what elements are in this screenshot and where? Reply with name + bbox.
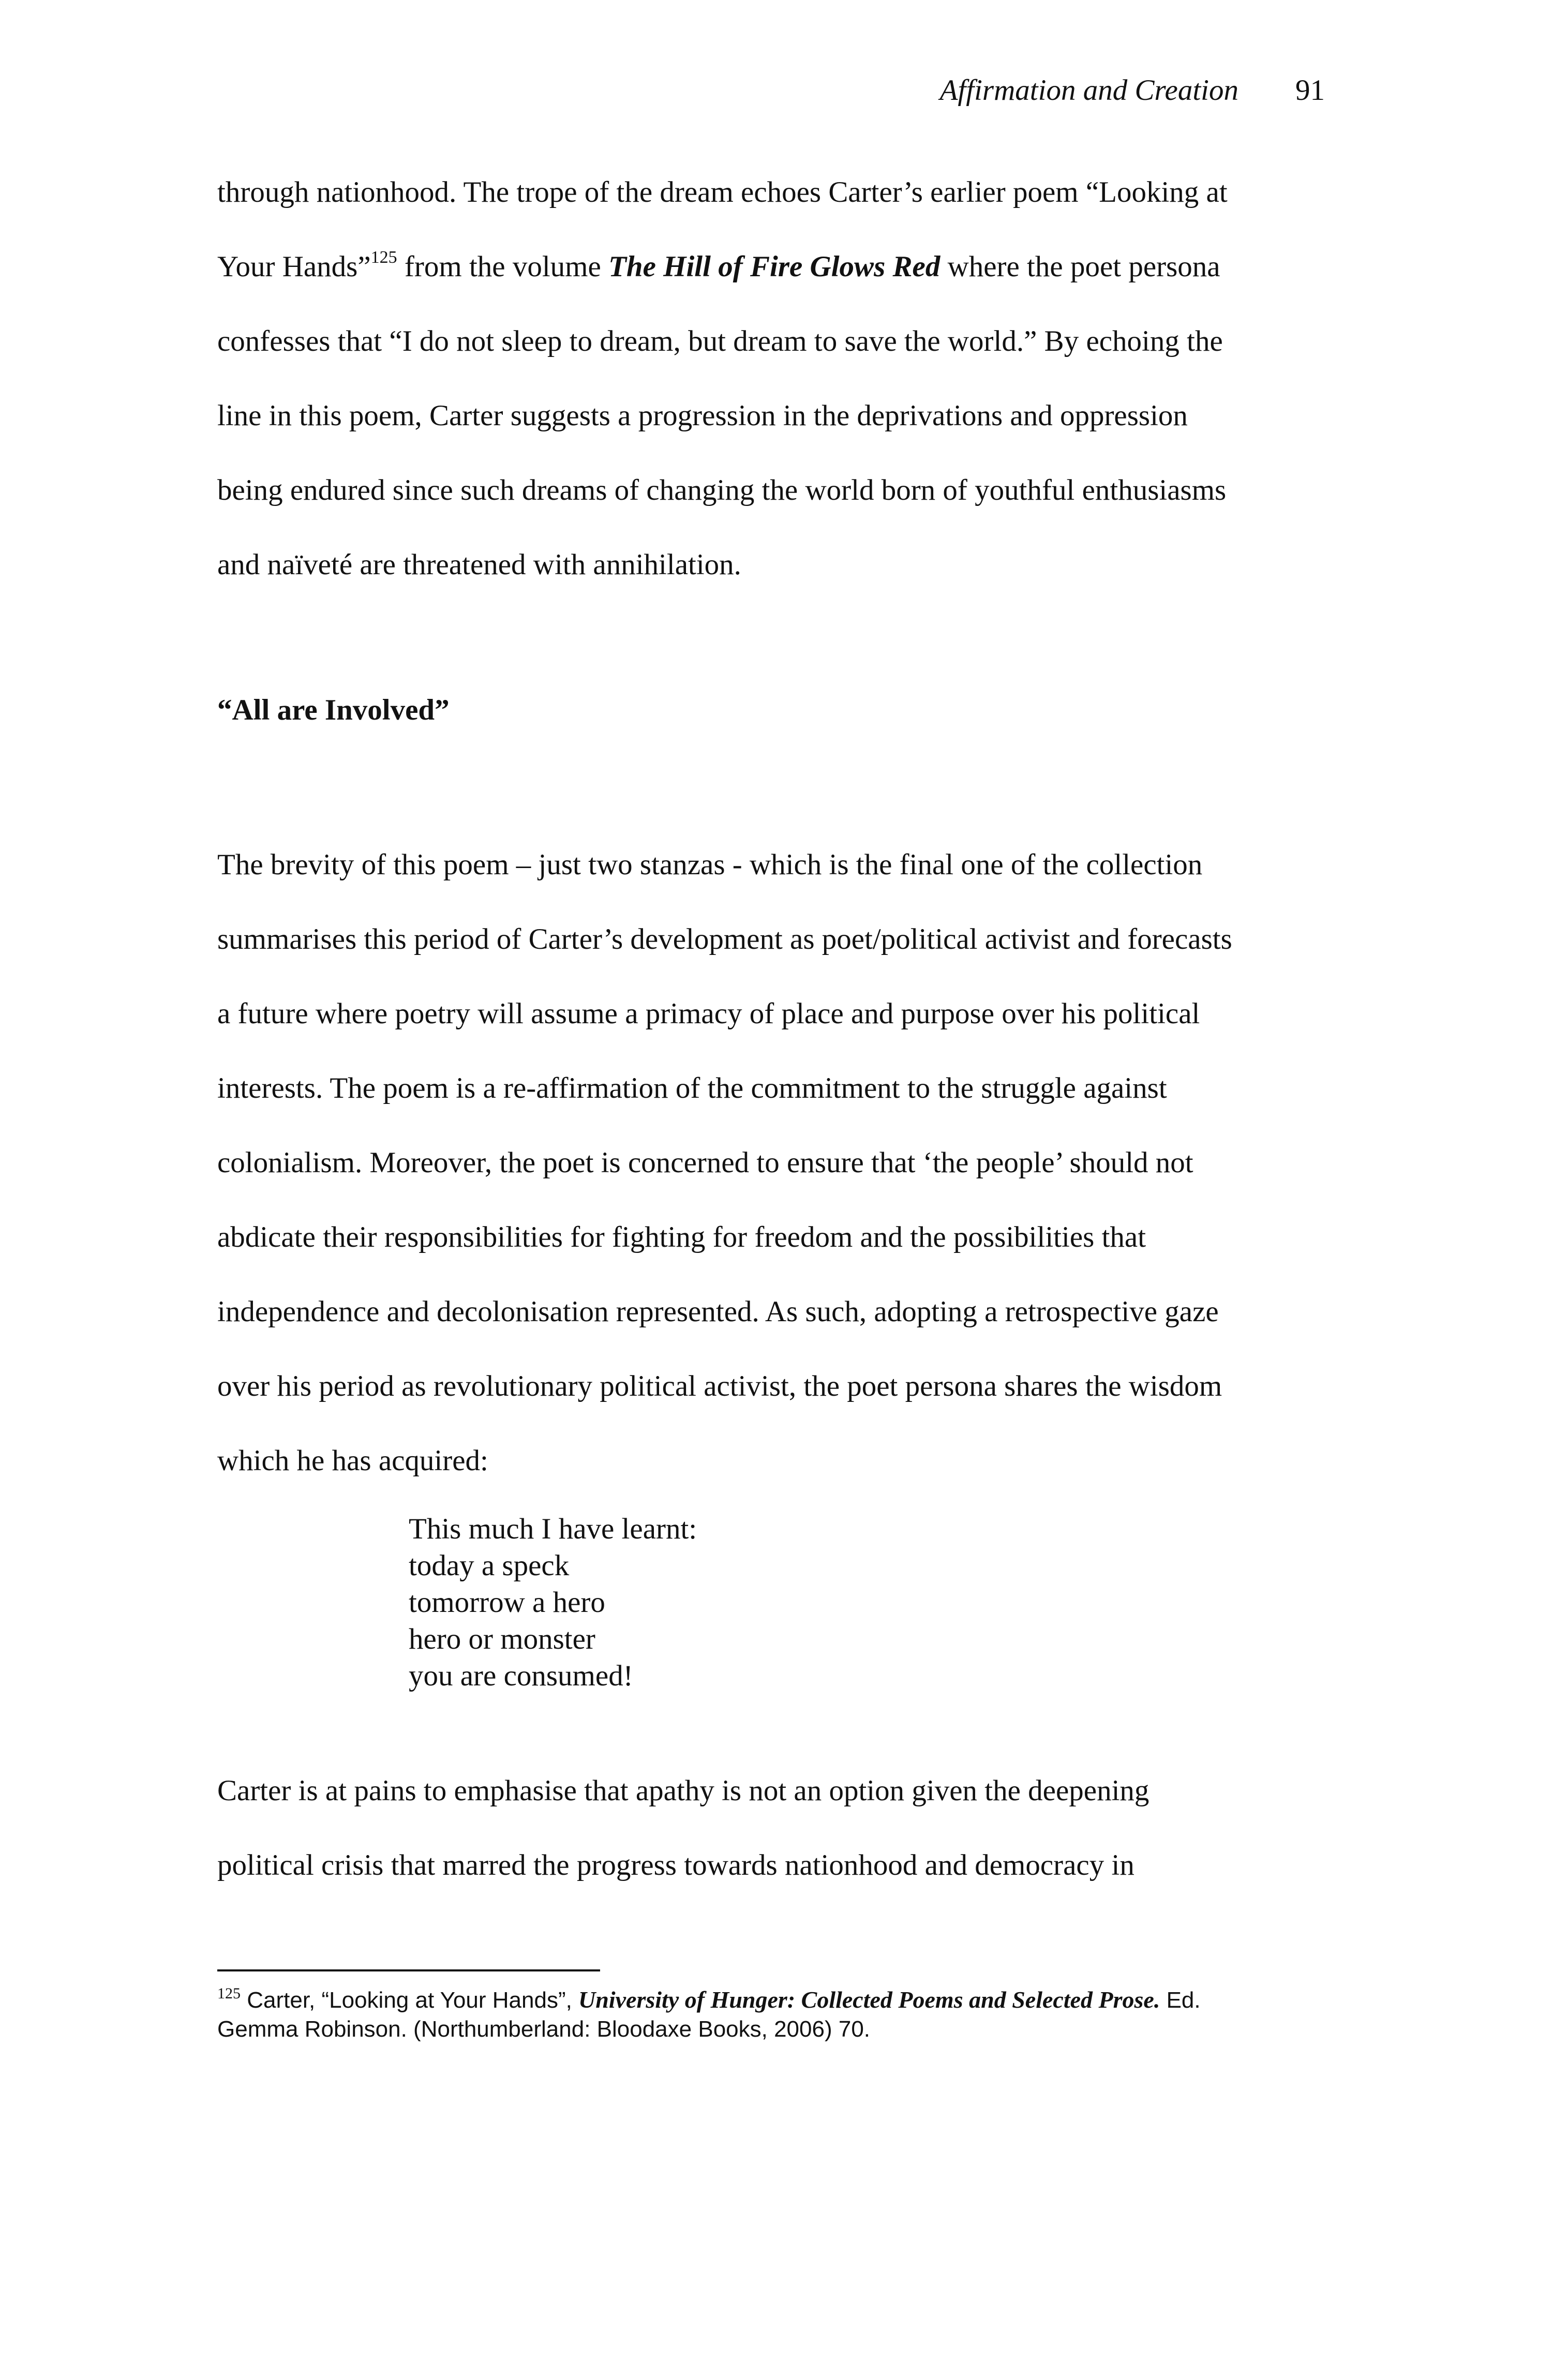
paragraph-line: colonialism. Moreover, the poet is concerned to ensure that ‘the people’ should not <box>217 1146 1193 1179</box>
paragraph-line: which he has acquired: <box>217 1444 488 1477</box>
text-run: Your Hands” <box>217 250 371 283</box>
text-run: from the volume <box>397 250 609 283</box>
paragraph-line: Carter is at pains to emphasise that apathy is not an option given the deepening <box>217 1774 1149 1807</box>
book-title: The Hill of Fire Glows Red <box>608 250 940 283</box>
footnote-mark: 125 <box>217 1985 241 2002</box>
paragraph-3 <box>217 1754 1335 1903</box>
paragraph-line: being endured since such dreams of changing the world born of youthful enthusiasms <box>217 474 1227 506</box>
poem-line: today a speck <box>409 1549 570 1582</box>
text-run: Carter, “Looking at Your Hands”, <box>241 1988 579 2013</box>
text-run: Ed. <box>1160 1988 1201 2013</box>
poem-line: This much I have learnt: <box>409 1513 697 1545</box>
poem-quotation <box>409 1511 697 1694</box>
text-run: where the poet persona <box>940 250 1220 283</box>
footnote-divider <box>217 1969 600 1971</box>
paragraph-line: a future where poetry will assume a primacy of place and purpose over his political <box>217 997 1200 1030</box>
paragraph-line: confesses that “I do not sleep to dream, but dream to save the world.” By echoing the <box>217 325 1223 357</box>
running-head <box>940 72 1325 109</box>
paragraph-1 <box>217 155 1335 602</box>
paragraph-line: over his period as revolutionary political activist, the poet persona shares the wisdom <box>217 1370 1222 1402</box>
paragraph-line: interests. The poem is a re-affirmation of the commitment to the struggle against <box>217 1072 1167 1104</box>
footnote-reference: 125 <box>370 248 397 267</box>
footnote-book-title: University of Hunger: Collected Poems and Selected Prose. <box>578 1986 1160 2013</box>
running-head-title: Affirmation and Creation <box>939 74 1238 107</box>
poem-line: tomorrow a hero <box>409 1586 605 1619</box>
footnote-line: Gemma Robinson. (Northumberland: Bloodaxe Books, 2006) 70. <box>217 2016 871 2042</box>
paragraph-line: through nationhood. The trope of the dream echoes Carter’s earlier poem “Looking at <box>217 176 1228 208</box>
paragraph-line: line in this poem, Carter suggests a progression in the deprivations and oppression <box>217 399 1188 432</box>
section-heading: “All are Involved” <box>217 694 450 726</box>
footnote <box>217 1985 1335 2044</box>
page-number: 91 <box>1295 74 1325 107</box>
poem-line: hero or monster <box>409 1623 595 1655</box>
paragraph-line: independence and decolonisation represented. As such, adopting a retrospective gaze <box>217 1295 1219 1328</box>
paragraph-line <box>217 230 1335 304</box>
poem-line: you are consumed! <box>409 1660 633 1692</box>
paragraph-line: and naïveté are threatened with annihilation. <box>217 548 741 581</box>
paragraph-line: The brevity of this poem – just two stanzas - which is the final one of the collection <box>217 848 1203 881</box>
paragraph-line: abdicate their responsibilities for fighting for freedom and the possibilities that <box>217 1221 1146 1253</box>
footnote-line <box>217 1985 1335 2015</box>
paragraph-line: political crisis that marred the progress towards nationhood and democracy in <box>217 1849 1134 1881</box>
paragraph-line: summarises this period of Carter’s development as poet/political activist and forecasts <box>217 923 1232 955</box>
paragraph-2 <box>217 828 1335 1498</box>
